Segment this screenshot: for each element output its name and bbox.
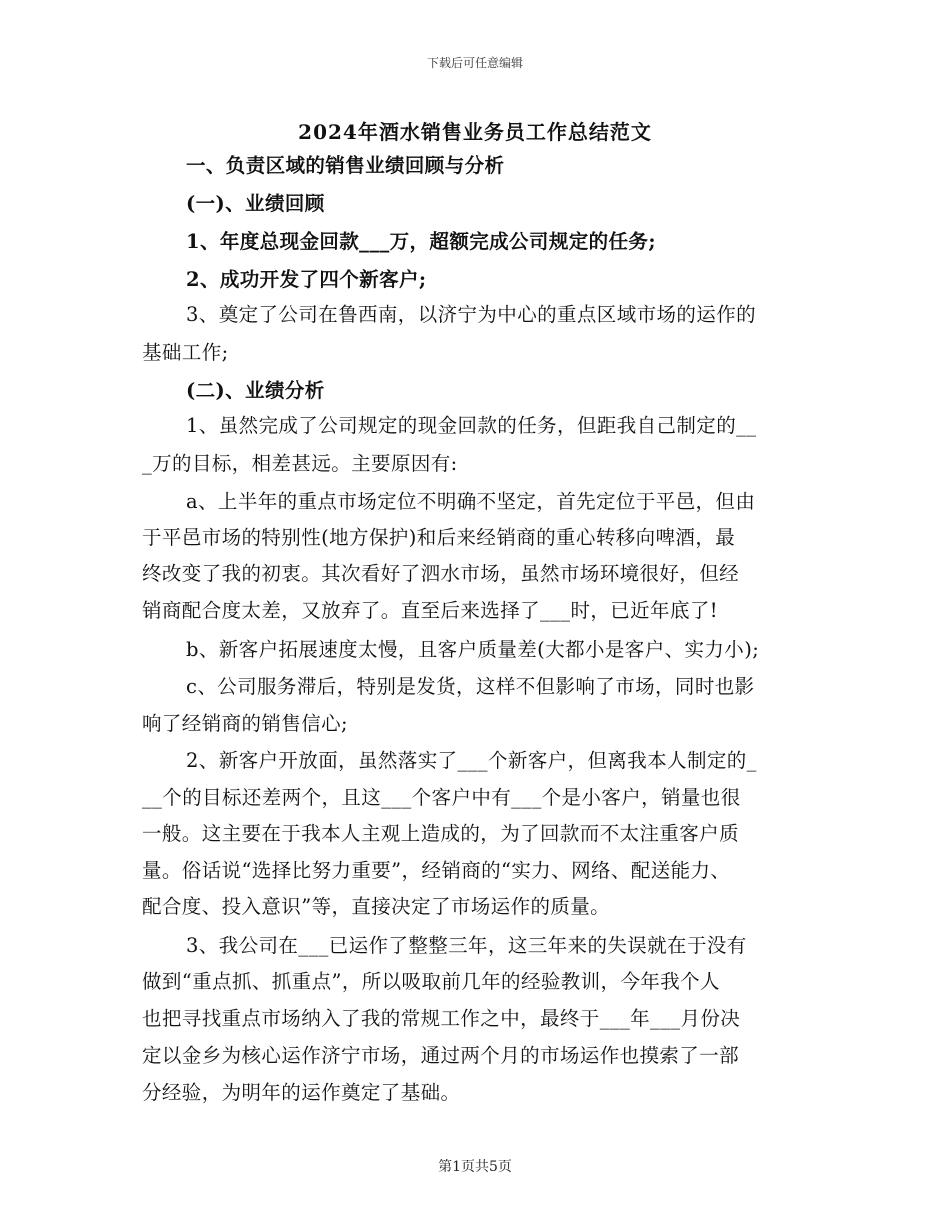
- text-line: 定以金乡为核心运作济宁市场，通过两个月的市场运作也摸索了一部: [142, 1044, 740, 1067]
- text-line: 于平邑市场的特别性(地方保护)和后来经销商的重心转移向啤酒，最: [142, 526, 736, 549]
- subsection-heading: (二)、业绩分析: [186, 379, 325, 402]
- text-line: _万的目标，相差甚远。主要原因有:: [142, 452, 458, 475]
- text-line: 2、成功开发了四个新客户;: [186, 268, 427, 291]
- header-note: 下载后可任意编辑: [426, 56, 523, 70]
- text-line: 配合度、投入意识”等，直接决定了市场运作的质量。: [142, 895, 611, 918]
- text-line: 量。俗话说“选择比努力重要”，经销商的“实力、网络、配送能力、: [142, 859, 731, 882]
- text-line: 分经验，为明年的运作奠定了基础。: [142, 1081, 461, 1104]
- text-line: c、公司服务滞后，特别是发货，这样不但影响了市场，同时也影: [186, 675, 755, 698]
- text-line: 1、虽然完成了公司规定的现金回款的任务，但距我自己制定的__: [186, 414, 757, 437]
- text-line: 1、年度总现金回款___万，超额完成公司规定的任务;: [186, 230, 656, 253]
- text-line: 响了经销商的销售信心;: [142, 712, 348, 735]
- text-line: 2、新客户开放面，虽然落实了___个新客户，但离我本人制定的_: [186, 749, 757, 772]
- text-line: 基础工作;: [142, 341, 229, 364]
- text-line: 销商配合度太差，又放弃了。直至后来选择了___时，已近年底了!: [142, 599, 718, 622]
- text-line: b、新客户拓展速度太慢，且客户质量差(大都小是客户、实力小);: [186, 638, 760, 661]
- text-line: 也把寻找重点市场纳入了我的常规工作之中，最终于___年___月份决: [142, 1007, 741, 1030]
- subsection-heading: (一)、业绩回顾: [186, 192, 325, 215]
- document-title: 2024年酒水销售业务员工作总结范文: [298, 120, 652, 144]
- text-line: 3、奠定了公司在鲁西南，以济宁为中心的重点区域市场的运作的: [186, 303, 757, 326]
- section-heading: 一、负责区域的销售业绩回顾与分析: [186, 154, 505, 177]
- text-line: 3、我公司在___已运作了整整三年，这三年来的失误就在于没有: [186, 934, 747, 957]
- text-line: 终改变了我的初衷。其次看好了泗水市场，虽然市场环境很好，但经: [142, 562, 740, 585]
- text-line: __个的目标还差两个，且这___个客户中有___个是小客户，销量也很: [142, 786, 741, 809]
- text-line: 一般。这主要在于我本人主观上造成的，为了回款而不太注重客户质: [142, 822, 740, 845]
- text-line: a、上半年的重点市场定位不明确不坚定，首先定位于平邑，但由: [186, 490, 756, 513]
- text-line: 做到“重点抓、抓重点”，所以吸取前几年的经验教训，今年我个人: [142, 970, 720, 993]
- page-footer: 第1页共5页: [438, 1159, 512, 1175]
